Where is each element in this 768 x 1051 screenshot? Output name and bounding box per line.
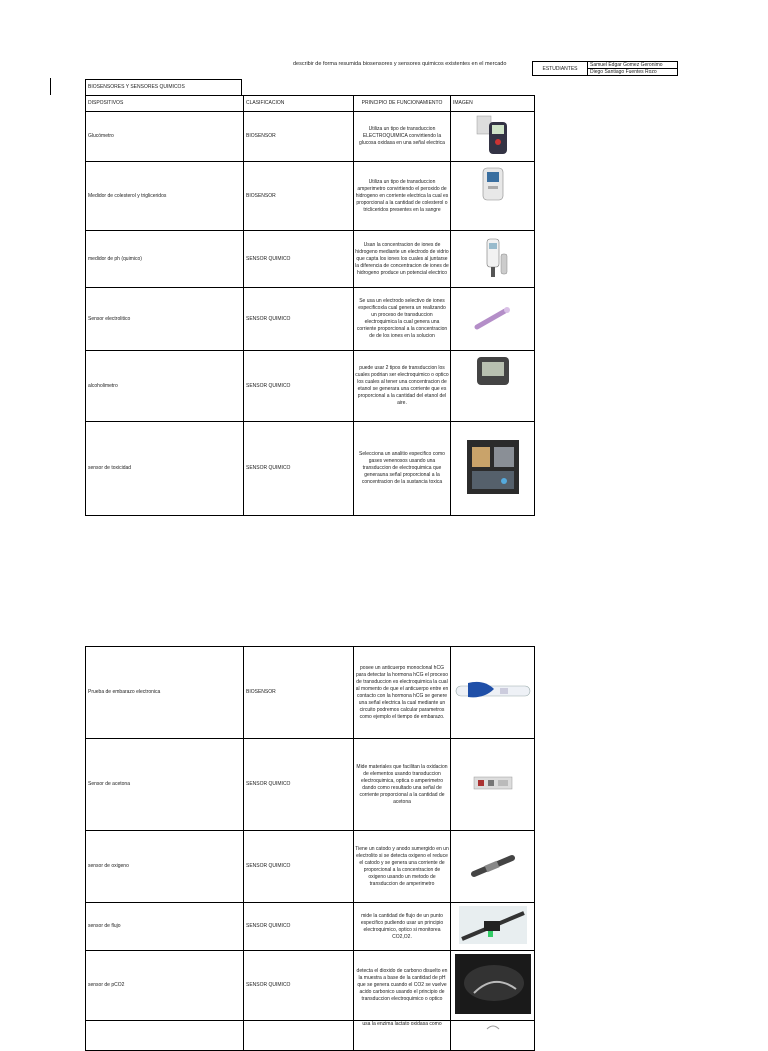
- toxicity-sensor-photo: [451, 422, 535, 516]
- principle-text: mide la cantidad de flujo de un punto especifico pudiendo usar un principio electroquimico, optico si monitorea CO2,O2.: [354, 903, 451, 951]
- column-header: IMAGEN: [451, 96, 535, 112]
- oxygen-sensor-photo: [451, 831, 535, 903]
- sensors-table-bottom: [85, 646, 535, 1051]
- table-row: [86, 739, 535, 831]
- device-name: sensor de pCO2: [86, 951, 244, 1021]
- device-name: alcoholimetro: [86, 351, 244, 422]
- students-table: [532, 61, 678, 76]
- device-name: sensor de oxigeno: [86, 831, 244, 903]
- table-row: [86, 288, 535, 351]
- principle-text: posee un anticuerpo monoclonal hCG para detectar la hormona hCG el proceso de transduccion es electroquimica la cual al momento de que el anticuerpo entre en contacto con la hormona hCG se genere una señal electrica la cual mediante un circuito podremos calcular parametros como ejemplo el tiempo de embarazo.: [354, 647, 451, 739]
- electrolyte-sensor-photo: [451, 288, 535, 351]
- classification: SENSOR QUIMICO: [244, 739, 354, 831]
- principle-text: Mide materiales que facilitan la oxidacion de elementos usando transduccion electroquimica, optica o amperimetro dando como resultado una señal de corriente proporcional a la cantidad de acetona: [354, 739, 451, 831]
- classification: SENSOR QUIMICO: [244, 903, 354, 951]
- device-name: Sensor electrolitico: [86, 288, 244, 351]
- column-header: PRINCIPIO DE FUNCIONAMIENTO: [354, 96, 451, 112]
- breathalyzer-photo: [451, 351, 535, 422]
- principle-text: Selecciona un analitio especifico como gases venenosos usando una transduccion de electroquimica que generauna señal proporcional a la concentracion de la sustancia toxica: [354, 422, 451, 516]
- glucometer-photo: [451, 112, 535, 162]
- table-row: [86, 647, 535, 739]
- device-name: [86, 1021, 244, 1051]
- device-name: Sensor de acetona: [86, 739, 244, 831]
- table-row: [86, 422, 535, 516]
- classification: SENSOR QUIMICO: [244, 351, 354, 422]
- principle-text: puede usar 2 tipos de transduccion los cuales podrian ser electroquimico o optico los cuales al tener una concentracion de etanol se generara una corriente que es proporcional a la cantidad del etanol del aire.: [354, 351, 451, 422]
- table-row: [86, 831, 535, 903]
- principle-text: detecta el dioxido de carbono disuelto en la muestra a base de la cantidad de pH que se genera cuando el CO2 se vuelve acido carbonico usando el principio de transduccion electroquimico o optico: [354, 951, 451, 1021]
- classification: SENSOR QUIMICO: [244, 422, 354, 516]
- classification: SENSOR QUIMICO: [244, 288, 354, 351]
- pregnancy-test-photo: [451, 647, 535, 739]
- classification: [244, 1021, 354, 1051]
- classification: SENSOR QUIMICO: [244, 951, 354, 1021]
- table-header-row: [86, 96, 535, 112]
- section-header: BIOSENSORES Y SENSORES QUIMICOS: [85, 79, 242, 95]
- table-row: [86, 162, 535, 231]
- device-name: medidor de ph (quimico): [86, 231, 244, 288]
- principle-text: Se usa un electrodo selectivo de iones especificoxla cual genera un realizando un proceso de transduccion electroquimica la cual genera una corriente proporcional a la concentracion de de los iones en la solucion: [354, 288, 451, 351]
- principle-text: Usan la concentracion de iones de hidrogeno mediante un electrodo de vidrio que capta los iones los cuales al juntarse la diferencia de concentracion de iones de hidrogeno produce un potencial electrico: [354, 231, 451, 288]
- sensors-table-top: [85, 95, 535, 516]
- column-header: DISPOSITIVOS: [86, 96, 244, 112]
- lactate-sensor-photo: [451, 1021, 535, 1051]
- table-row: [86, 903, 535, 951]
- ph-meter-photo: [451, 231, 535, 288]
- device-name: sensor de toxicidad: [86, 422, 244, 516]
- table-row: [86, 1021, 535, 1051]
- table-row: [86, 112, 535, 162]
- students-label: ESTUDIANTES: [533, 62, 588, 76]
- classification: SENSOR QUIMICO: [244, 831, 354, 903]
- device-name: Medidor de colesterol y trigliceridos: [86, 162, 244, 231]
- principle-text: Utiliza un tipo de transduccion ELECTROQUIMICA convirtiendo la glucosa oxidasa en una señal electrica: [354, 112, 451, 162]
- classification: BIOSENSOR: [244, 162, 354, 231]
- cholesterol-meter-photo: [451, 162, 535, 231]
- acetone-sensor-photo: [451, 739, 535, 831]
- principle-text: Tiene un catodo y anodo sumergido en un electrolito si se detecta oxigeno el reduce el catodo y se genera una corriente de proporcional a la concentracion de oxigeno usando un metodo de transduccion de amperimetro: [354, 831, 451, 903]
- principle-text: usa la enzima lactato oxidasa como: [354, 1021, 451, 1051]
- student-name: Samuel Edgar Gomez Geronimo: [588, 62, 678, 69]
- principle-text: Utiliza un tipo de transduccion amperimetro convirtiendo el peroxido de hidrogeno en corriente electrica la cual es proporcional a la cantidad de colesterol o tricliceridos presentes en la sangre: [354, 162, 451, 231]
- pco2-sensor-photo: [451, 951, 535, 1021]
- classification: BIOSENSOR: [244, 112, 354, 162]
- table-row: [86, 351, 535, 422]
- column-header: CLASIFICACION: [244, 96, 354, 112]
- flow-sensor-photo: [451, 903, 535, 951]
- classification: BIOSENSOR: [244, 647, 354, 739]
- text-cursor: [50, 78, 51, 95]
- device-name: sensor de flujo: [86, 903, 244, 951]
- student-name: Diego Santiago Fuentes Rozo: [588, 69, 678, 76]
- table-row: [86, 951, 535, 1021]
- device-name: Glucómetro: [86, 112, 244, 162]
- page-title: describir de forma resumida biosensores y sensores quimicos existentes en el mercado: [293, 61, 507, 67]
- table-row: [86, 231, 535, 288]
- device-name: Prueba de embarazo electronica: [86, 647, 244, 739]
- classification: SENSOR QUIMICO: [244, 231, 354, 288]
